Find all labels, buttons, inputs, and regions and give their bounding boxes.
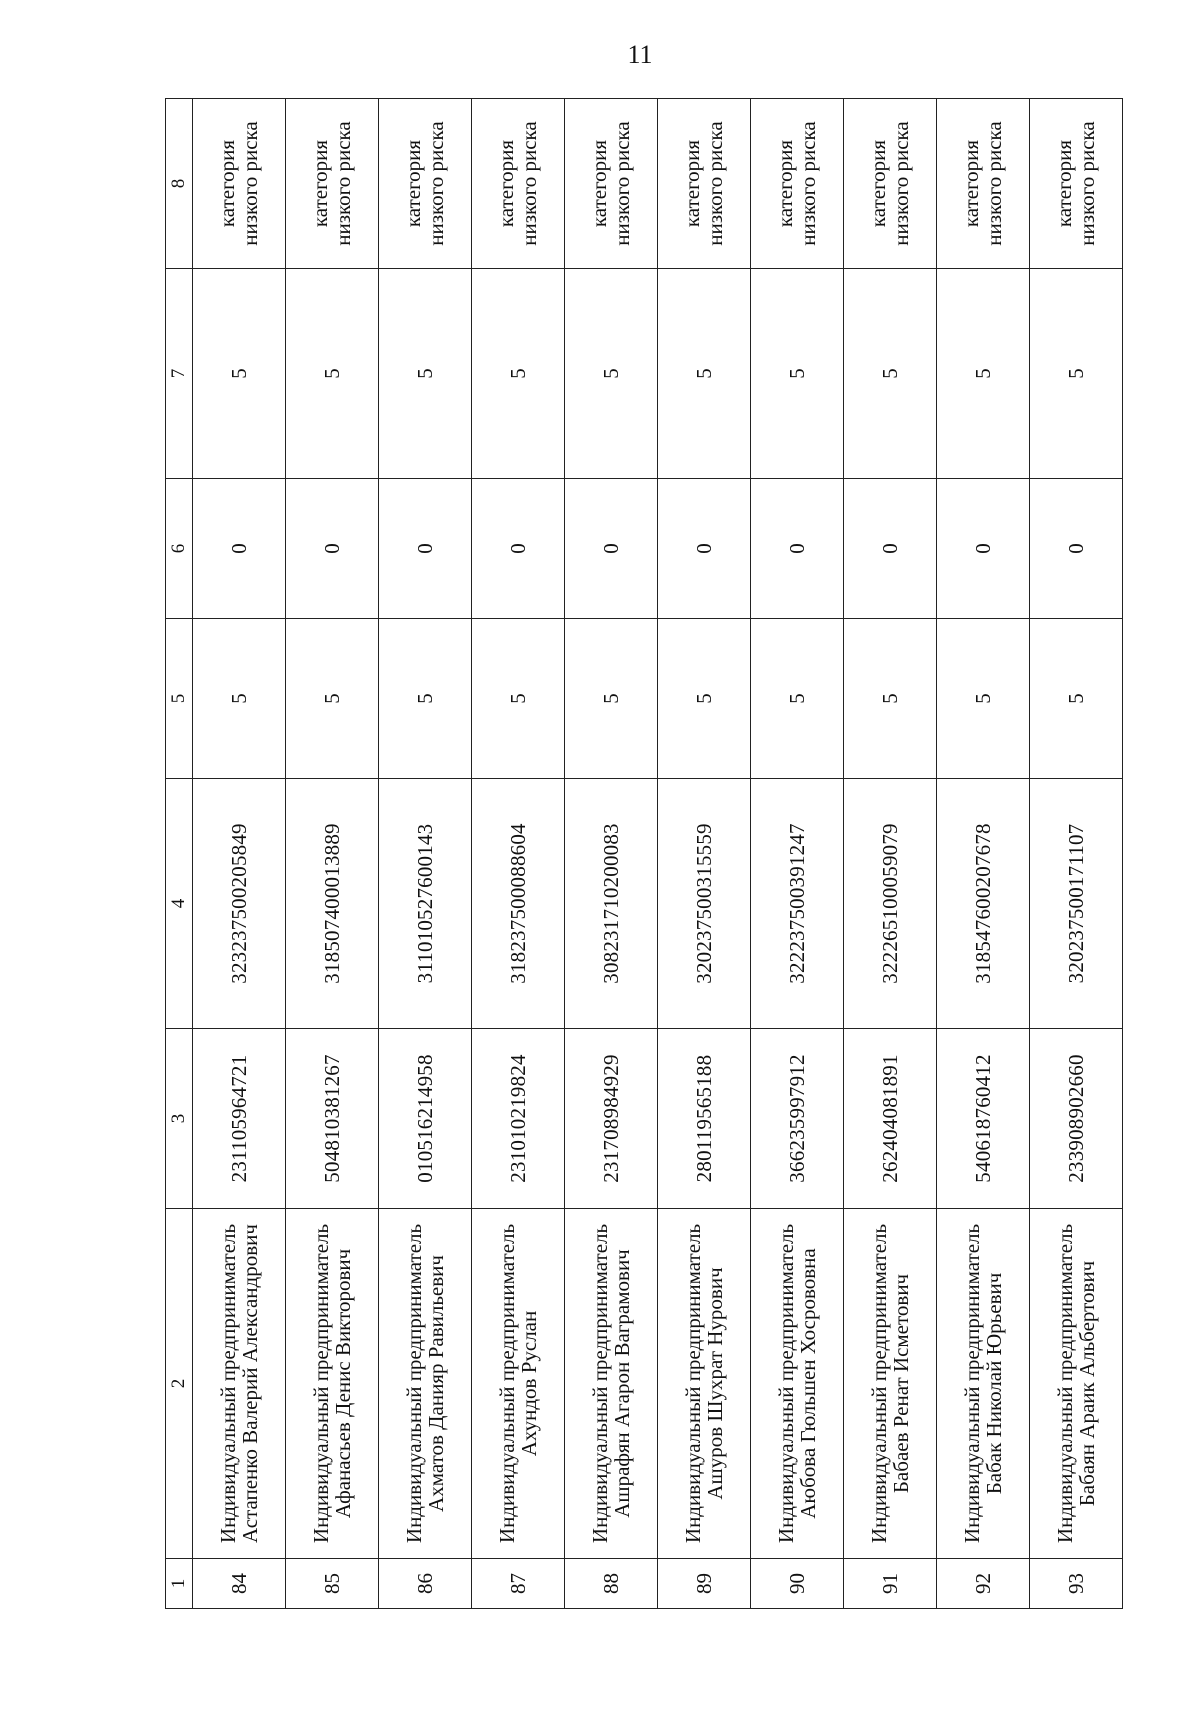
inn: 366235997912 <box>751 1029 844 1209</box>
entrepreneur-name: Индивидуальный предприниматель Астапенко Валерий Александрович <box>193 1209 286 1559</box>
risk-category: категория низкого риска <box>751 99 844 269</box>
risk-category: категория низкого риска <box>193 99 286 269</box>
col-6-value: 0 <box>751 479 844 619</box>
entrepreneur-name: Индивидуальный предприниматель Ашуров Шухрат Нурович <box>658 1209 751 1559</box>
col-7-value: 5 <box>1030 269 1123 479</box>
ogrnip: 322265100059079 <box>844 779 937 1029</box>
row-number: 88 <box>565 1559 658 1609</box>
header-col-2: 2 <box>166 1209 193 1559</box>
inn: 231010219824 <box>472 1029 565 1209</box>
col-6-value: 0 <box>286 479 379 619</box>
col-5-value: 5 <box>751 619 844 779</box>
table-row <box>379 99 472 1609</box>
registry-table <box>165 98 1123 1609</box>
col-7-value: 5 <box>286 269 379 479</box>
table-row <box>844 99 937 1609</box>
risk-category: категория низкого риска <box>937 99 1030 269</box>
page-number: 11 <box>627 40 653 69</box>
entrepreneur-name: Индивидуальный предприниматель Бабаян Араик Альбертович <box>1030 1209 1123 1559</box>
col-5-value: 5 <box>472 619 565 779</box>
col-6-value: 0 <box>937 479 1030 619</box>
row-number: 89 <box>658 1559 751 1609</box>
col-7-value: 5 <box>844 269 937 479</box>
table-row <box>193 99 286 1609</box>
header-row <box>166 99 193 1609</box>
col-6-value: 0 <box>1030 479 1123 619</box>
row-number: 86 <box>379 1559 472 1609</box>
header-col-6: 6 <box>166 479 193 619</box>
col-7-value: 5 <box>751 269 844 479</box>
col-7-value: 5 <box>658 269 751 479</box>
row-number: 92 <box>937 1559 1030 1609</box>
ogrnip: 320237500171107 <box>1030 779 1123 1029</box>
ogrnip: 322237500391247 <box>751 779 844 1029</box>
rotated-table-wrapper <box>165 121 1115 1609</box>
risk-category: категория низкого риска <box>658 99 751 269</box>
inn: 231708984929 <box>565 1029 658 1209</box>
entrepreneur-name: Индивидуальный предприниматель Бабаев Ренат Исметович <box>844 1209 937 1559</box>
header-col-8: 8 <box>166 99 193 269</box>
inn: 280119565188 <box>658 1029 751 1209</box>
col-7-value: 5 <box>937 269 1030 479</box>
ogrnip: 318547600207678 <box>937 779 1030 1029</box>
col-6-value: 0 <box>658 479 751 619</box>
col-5-value: 5 <box>844 619 937 779</box>
table-row <box>286 99 379 1609</box>
table-header <box>166 99 193 1609</box>
header-col-5: 5 <box>166 619 193 779</box>
entrepreneur-name: Индивидуальный предприниматель Аюбова Гюльшен Хосрововна <box>751 1209 844 1559</box>
col-6-value: 0 <box>844 479 937 619</box>
col-5-value: 5 <box>193 619 286 779</box>
header-col-7: 7 <box>166 269 193 479</box>
inn: 504810381267 <box>286 1029 379 1209</box>
inn: 010516214958 <box>379 1029 472 1209</box>
col-5-value: 5 <box>565 619 658 779</box>
risk-category: категория низкого риска <box>1030 99 1123 269</box>
entrepreneur-name: Индивидуальный предприниматель Ашрафян Агарон Ваграмович <box>565 1209 658 1559</box>
ogrnip: 320237500315559 <box>658 779 751 1029</box>
col-7-value: 5 <box>193 269 286 479</box>
header-col-1: 1 <box>166 1559 193 1609</box>
ogrnip: 318237500088604 <box>472 779 565 1029</box>
inn: 231105964721 <box>193 1029 286 1209</box>
header-col-3: 3 <box>166 1029 193 1209</box>
risk-category: категория низкого риска <box>472 99 565 269</box>
table-row <box>565 99 658 1609</box>
col-5-value: 5 <box>1030 619 1123 779</box>
risk-category: категория низкого риска <box>844 99 937 269</box>
entrepreneur-name: Индивидуальный предприниматель Бабак Николай Юрьевич <box>937 1209 1030 1559</box>
table-row <box>472 99 565 1609</box>
ogrnip: 323237500205849 <box>193 779 286 1029</box>
col-6-value: 0 <box>565 479 658 619</box>
risk-category: категория низкого риска <box>286 99 379 269</box>
row-number: 90 <box>751 1559 844 1609</box>
ogrnip: 308231710200083 <box>565 779 658 1029</box>
col-6-value: 0 <box>379 479 472 619</box>
row-number: 87 <box>472 1559 565 1609</box>
col-7-value: 5 <box>379 269 472 479</box>
col-6-value: 0 <box>472 479 565 619</box>
table-body <box>193 99 1123 1609</box>
row-number: 85 <box>286 1559 379 1609</box>
row-number: 84 <box>193 1559 286 1609</box>
col-6-value: 0 <box>193 479 286 619</box>
table-row <box>937 99 1030 1609</box>
table-row <box>658 99 751 1609</box>
ogrnip: 311010527600143 <box>379 779 472 1029</box>
ogrnip: 318507400013889 <box>286 779 379 1029</box>
table-row <box>1030 99 1123 1609</box>
inn: 233908902660 <box>1030 1029 1123 1209</box>
col-7-value: 5 <box>565 269 658 479</box>
inn: 262404081891 <box>844 1029 937 1209</box>
row-number: 91 <box>844 1559 937 1609</box>
entrepreneur-name: Индивидуальный предприниматель Ахматов Данияр Равильевич <box>379 1209 472 1559</box>
table-row <box>751 99 844 1609</box>
col-5-value: 5 <box>379 619 472 779</box>
risk-category: категория низкого риска <box>565 99 658 269</box>
risk-category: категория низкого риска <box>379 99 472 269</box>
col-5-value: 5 <box>937 619 1030 779</box>
inn: 540618760412 <box>937 1029 1030 1209</box>
entrepreneur-name: Индивидуальный предприниматель Афанасьев Денис Викторович <box>286 1209 379 1559</box>
col-5-value: 5 <box>658 619 751 779</box>
col-5-value: 5 <box>286 619 379 779</box>
entrepreneur-name: Индивидуальный предприниматель Ахундов Руслан <box>472 1209 565 1559</box>
header-col-4: 4 <box>166 779 193 1029</box>
col-7-value: 5 <box>472 269 565 479</box>
row-number: 93 <box>1030 1559 1123 1609</box>
